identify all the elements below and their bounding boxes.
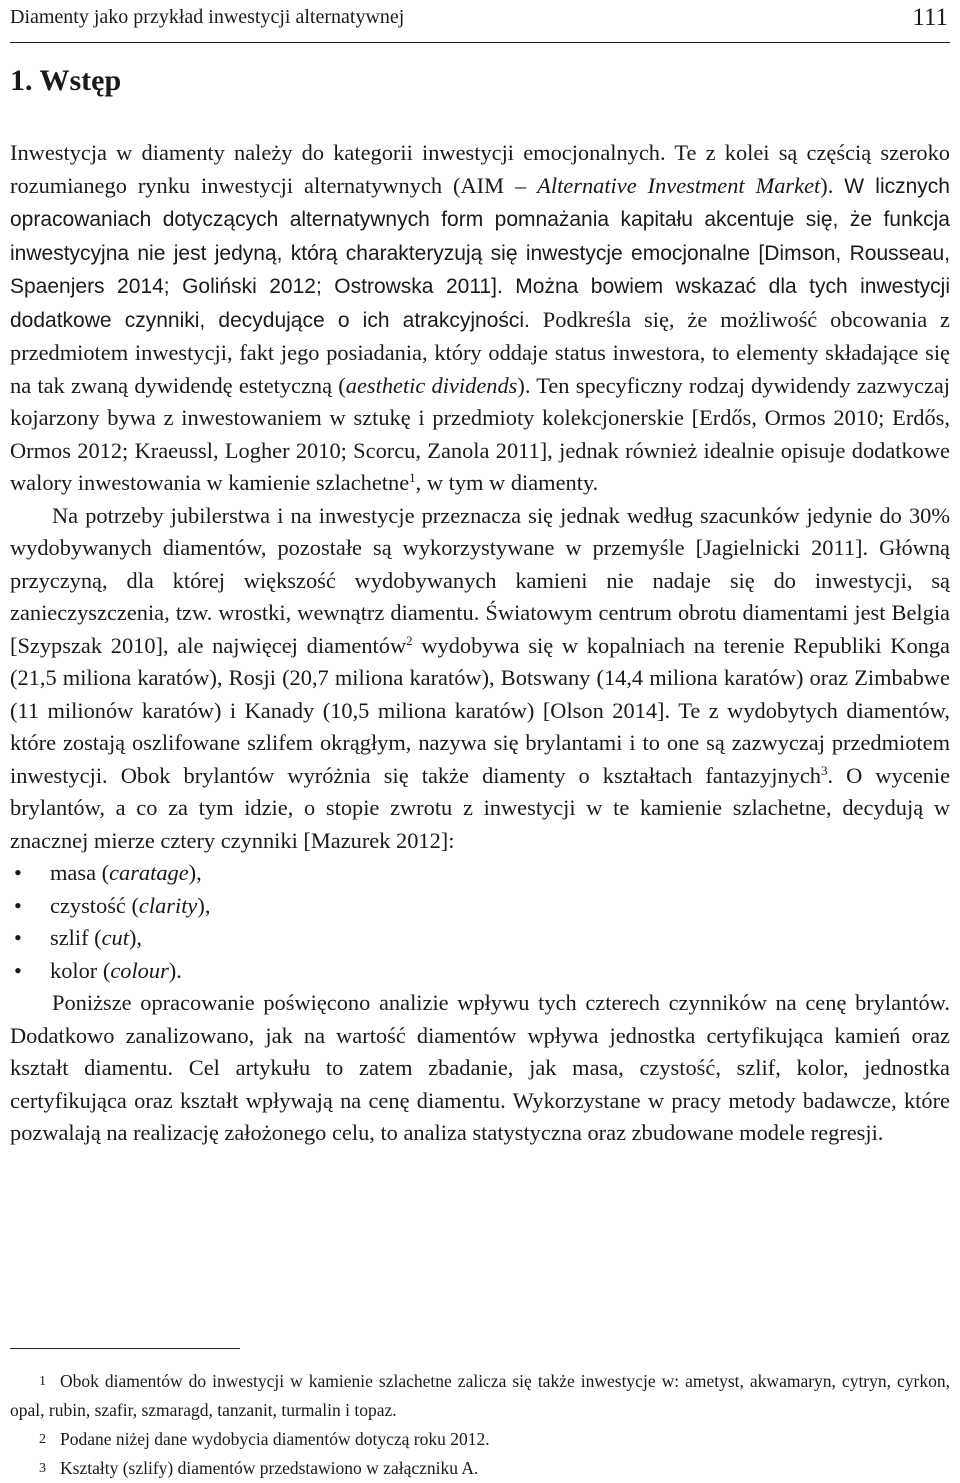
list-item-end: ). <box>168 957 182 983</box>
list-item-label: masa ( <box>50 860 110 885</box>
footnote <box>10 1425 950 1454</box>
intro-sentence-3-end: ). Ten specyficzny rodzaj dywidendy zazwyczaj kojarzony bywa z inwestowaniem w sztukę i przedmioty kolekcjonerskie [Erdős, Ormos 2010; Erdős, Ormos 2012; Kraeussl, Logher 2010; Scorcu, Zanola 2011], jednak również idealnie opisuje dodatkowe walory inwestowania w kamienie szlachetne <box>10 372 950 495</box>
page-number: 111 <box>912 4 948 31</box>
footnote <box>10 1367 950 1425</box>
list-item-end: ), <box>197 892 211 918</box>
production-text-c: . O wycenie brylantów, a co za tym idzie, o stopie zwrotu z inwestycji w te kamienie szlachetne, decydują w znacznej mierze cztery czynniki [Mazurek 2012]: <box>10 762 951 853</box>
running-title: Diamenty jako przykład inwestycji alternatywnej <box>10 6 405 28</box>
list-item-term: clarity <box>138 892 198 918</box>
list-item <box>10 955 950 988</box>
intro-sentence-1-end: ). <box>820 172 845 198</box>
footnote-ref-1[interactable]: 1 <box>409 470 416 485</box>
production-text-a: Na potrzeby jubilerstwa i na inwestycje przeznacza się jednak według szacunków jedynie do 30% wydobywanych diamentów, pozostałe są wykorzystywane w przemyśle [Jagielnicki 2011]. Główną przyczyną, dla której większość wydobywanych kamieni nie nadaje się do inwestycji, są zanieczyszczenia, tzw. wrostki, wewnątrz diamentu. Światowym centrum obrotu diamentami jest Belgia [Szypszak 2010], ale najwięcej diamentów <box>10 502 950 658</box>
paragraph-production <box>10 500 950 858</box>
list-item-label: szlif ( <box>50 925 102 950</box>
footnote-text: Podane niżej dane wydobycia diamentów dotyczą roku 2012. <box>60 1429 490 1449</box>
list-item <box>10 922 950 955</box>
header-rule <box>10 42 950 43</box>
intro-sentence-2: W licznych opracowaniach dotyczących alternatywnych form pomnażania kapitału akcentuje się, że funkcja inwestycyjna nie jest jedyną, którą charakteryzują się inwestycje emocjonalne [Dimson, Rousseau, Spaenjers 2014; Goliński 2012; Ostrowska 2011]. Można bowiem wskazać dla tych inwestycji dodatkowe czynniki, decydujące o ich atrakcyjności. <box>10 174 950 332</box>
paragraph-aim: Poniższe opracowanie poświęcono analizie wpływu tych czterech czynników na cenę brylantów. Dodatkowo zanalizowano, jak na wartość diamentów wpływa jednostka certyfikująca kamień oraz kształt diamentu. Cel artykułu to zatem zbadanie, jak masa, czystość, szlif, kolor, jednostka certyfikująca oraz kształt wpływają na cenę diamentu. Wykorzystane w pracy metody badawcze, które pozwalają na realizację założonego celu, to analiza statystyczna oraz zbudowane modele regresji. <box>10 990 950 1145</box>
list-item-end: ), <box>188 860 202 885</box>
list-item <box>10 857 950 890</box>
list-item-term: colour <box>110 957 169 983</box>
intro-sentence-1: Inwestycja w diamenty należy do kategorii inwestycji emocjonalnych. Te z kolei są częścią szeroko rozumianego rynku inwestycji alternatywnych (AIM – <box>10 140 950 198</box>
list-item-label: kolor ( <box>50 957 111 983</box>
production-text-b: wydobywa się w kopalniach na terenie Republiki Konga (21,5 miliona karatów), Rosji (20,7 miliona karatów), Botswany (14,4 miliona karatów) oraz Zimbabwe (11 milionów karatów) i Kanady (10,5 miliona karatów) [Olson 2014]. Te z wydobytych diamentów, które zostają oszlifowane szlifem okrągłym, nazywa się brylantami i to one są zazwyczaj przedmiotem inwestycji. Obok brylantów wyróżnia się także diamenty o kształtach fantazyjnych <box>10 632 950 788</box>
list-item <box>10 890 950 923</box>
list-item-label: czystość ( <box>50 892 139 918</box>
footnote-text: Obok diamentów do inwestycji w kamienie szlachetne zalicza się także inwestycje w: ametyst, akwamaryn, cytryn, cyrkon, opal, rubin, szafir, szmaragd, tanzanit, turmalin i topaz. <box>10 1371 950 1420</box>
list-item-term: caratage <box>109 860 189 885</box>
four-c-list <box>10 857 950 987</box>
footnote-text: Kształty (szlify) diamentów przedstawiono w załączniku A. <box>60 1458 479 1478</box>
term-aim: Alternative Investment Market <box>537 172 821 198</box>
footnotes <box>10 1367 950 1483</box>
bullet-icon: • <box>14 892 22 918</box>
body-text <box>10 137 950 1150</box>
list-item-end: ), <box>128 925 143 950</box>
intro-tail: , w tym w diamenty. <box>415 470 599 495</box>
list-item-term: cut <box>101 925 129 950</box>
footnote-number: 3 <box>39 1461 46 1476</box>
footnote-rule <box>10 1348 240 1349</box>
section-title: 1. Wstęp <box>10 64 122 97</box>
footnote-ref-2[interactable]: 2 <box>406 632 413 648</box>
bullet-icon: • <box>14 860 22 885</box>
footnote-number: 1 <box>39 1374 46 1389</box>
paragraph-intro <box>10 137 950 500</box>
bullet-icon: • <box>14 957 22 983</box>
intro-sentence-3: Podkreśla się, że możliwość obcowania z przedmiotem inwestycji, fakt jego posiadania, który oddaje status inwestora, to elementy składające się na tak zwaną dywidendę estetyczną ( <box>10 306 950 398</box>
bullet-icon: • <box>14 925 22 950</box>
footnote-number: 2 <box>39 1432 46 1447</box>
page-header <box>10 4 950 34</box>
term-aesthetic-dividends: aesthetic dividends <box>345 372 518 398</box>
footnote-ref-3[interactable]: 3 <box>820 762 828 778</box>
